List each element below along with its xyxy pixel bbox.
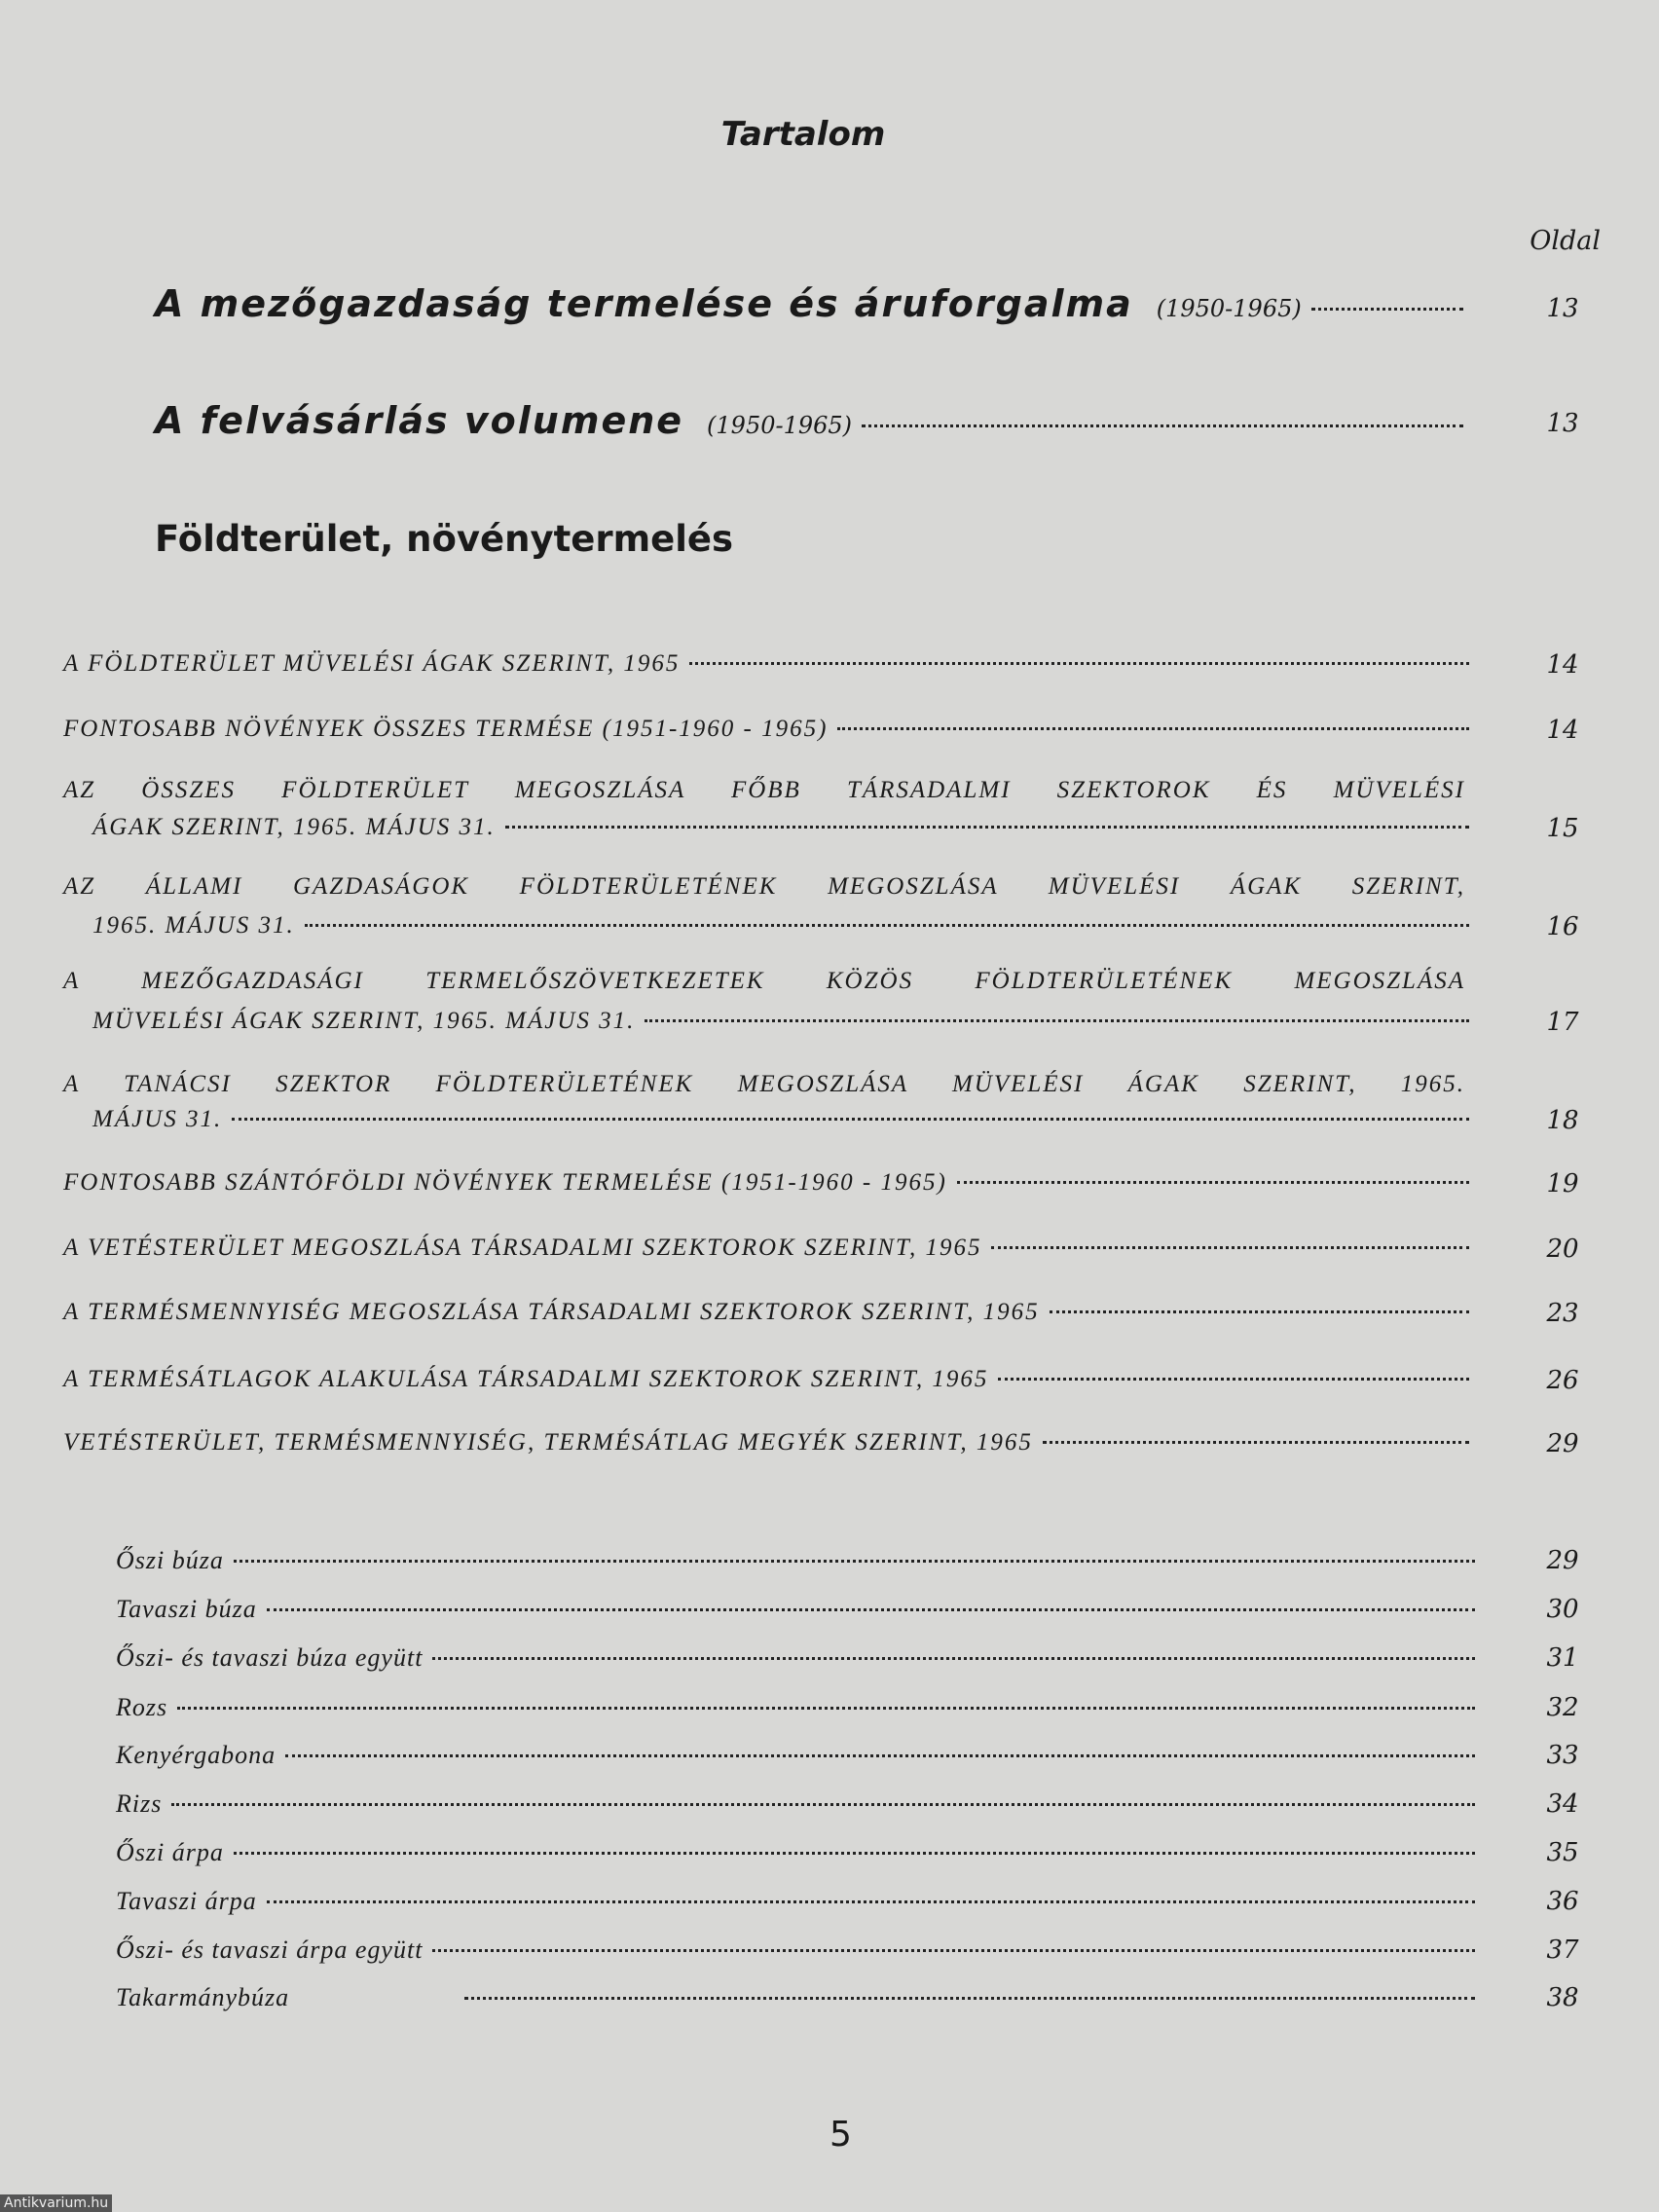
toc-sub-entry bbox=[116, 1643, 1481, 1673]
entry-page: 17 bbox=[1546, 1008, 1579, 1037]
entry-page: 30 bbox=[1546, 1595, 1579, 1624]
entry-page: 32 bbox=[1546, 1693, 1579, 1722]
entry-page: 23 bbox=[1546, 1299, 1579, 1328]
page-number: 5 bbox=[830, 2115, 852, 2155]
entry-label: Rizs bbox=[116, 1789, 163, 1818]
toc-entry bbox=[63, 1366, 1475, 1393]
dot-leader bbox=[432, 1657, 1475, 1660]
entry-label: Tavaszi árpa bbox=[116, 1887, 257, 1915]
entry-page: 29 bbox=[1546, 1546, 1579, 1575]
entry-label-line2: ÁGAK SZERINT, 1965. MÁJUS 31. bbox=[92, 814, 496, 840]
toc-sub-entry bbox=[116, 1693, 1481, 1722]
entry-page: 26 bbox=[1546, 1366, 1579, 1395]
toc-sub-entry bbox=[116, 1936, 1481, 1965]
entry-page: 15 bbox=[1546, 814, 1579, 843]
entry-label: VETÉSTERÜLET, TERMÉSMENNYISÉG, TERMÉSÁTLAG MEGYÉK SZERINT, 1965 bbox=[63, 1429, 1033, 1456]
dot-leader bbox=[505, 826, 1469, 829]
entry-label: A TERMÉSMENNYISÉG MEGOSZLÁSA TÁRSADALMI SZEKTOROK SZERINT, 1965 bbox=[63, 1299, 1040, 1325]
dot-leader bbox=[645, 1019, 1469, 1022]
entry-label-line2: MÁJUS 31. bbox=[92, 1106, 223, 1132]
section-heading: Földterület, növénytermelés bbox=[155, 518, 734, 560]
toc-major-entry bbox=[155, 399, 1469, 442]
entry-page: 13 bbox=[1546, 409, 1579, 438]
entry-label: A mezőgazdaság termelése és áruforgalma bbox=[155, 282, 1133, 325]
dot-leader bbox=[432, 1949, 1475, 1952]
toc-entry bbox=[92, 1106, 1475, 1133]
watermark: Antikvarium.hu bbox=[0, 2194, 112, 2212]
dot-leader bbox=[464, 1997, 1475, 2000]
dot-leader bbox=[862, 424, 1463, 427]
page-column-label: Oldal bbox=[1530, 226, 1601, 256]
entry-label: FONTOSABB NÖVÉNYEK ÖSSZES TERMÉSE (1951-1960 - 1965) bbox=[63, 716, 829, 742]
dot-leader bbox=[1311, 308, 1463, 311]
entry-label: FONTOSABB SZÁNTÓFÖLDI NÖVÉNYEK TERMELÉSE (1951-1960 - 1965) bbox=[63, 1169, 947, 1196]
toc-sub-entry bbox=[116, 1546, 1481, 1575]
dot-leader bbox=[991, 1246, 1469, 1249]
toc-entry bbox=[92, 1008, 1475, 1035]
toc-entry bbox=[92, 912, 1475, 940]
entry-label: A VETÉSTERÜLET MEGOSZLÁSA TÁRSADALMI SZEKTOROK SZERINT, 1965 bbox=[63, 1235, 982, 1261]
entry-label-line2: 1965. MÁJUS 31. bbox=[92, 912, 295, 939]
entry-page: 14 bbox=[1546, 716, 1579, 745]
dot-leader bbox=[1043, 1441, 1469, 1444]
entry-label-line2: MÜVELÉSI ÁGAK SZERINT, 1965. MÁJUS 31. bbox=[92, 1008, 636, 1034]
entry-label-line1: A MEZŐGAZDASÁGI TERMELŐSZÖVETKEZETEK KÖZÖS FÖLDTERÜLETÉNEK MEGOSZLÁSA bbox=[63, 968, 1465, 994]
page-title: Tartalom bbox=[720, 115, 886, 154]
entry-page: 18 bbox=[1546, 1106, 1579, 1135]
toc-entry bbox=[63, 1169, 1475, 1197]
toc-entry bbox=[63, 1429, 1475, 1456]
toc-sub-entry bbox=[116, 1741, 1481, 1770]
dot-leader bbox=[234, 1560, 1475, 1563]
entry-label: Tavaszi búza bbox=[116, 1595, 257, 1623]
entry-label: Őszi árpa bbox=[116, 1838, 224, 1866]
entry-page: 14 bbox=[1546, 650, 1579, 680]
dot-leader bbox=[305, 924, 1469, 927]
dot-leader bbox=[285, 1754, 1475, 1757]
entry-page: 16 bbox=[1546, 912, 1579, 941]
entry-label-line1: AZ ÁLLAMI GAZDASÁGOK FÖLDTERÜLETÉNEK MEGOSZLÁSA MÜVELÉSI ÁGAK SZERINT, bbox=[63, 873, 1465, 900]
entry-page: 37 bbox=[1546, 1936, 1579, 1965]
entry-label-line1: A TANÁCSI SZEKTOR FÖLDTERÜLETÉNEK MEGOSZLÁSA MÜVELÉSI ÁGAK SZERINT, 1965. bbox=[63, 1071, 1465, 1097]
entry-years: (1950-1965) bbox=[1156, 295, 1302, 322]
toc-entry bbox=[63, 1235, 1475, 1262]
entry-page: 35 bbox=[1546, 1838, 1579, 1867]
entry-label-line1: AZ ÖSSZES FÖLDTERÜLET MEGOSZLÁSA FŐBB TÁRSADALMI SZEKTOROK ÉS MÜVELÉSI bbox=[63, 777, 1465, 803]
dot-leader bbox=[234, 1852, 1475, 1855]
entry-page: 36 bbox=[1546, 1887, 1579, 1916]
toc-sub-entry bbox=[116, 1595, 1481, 1624]
toc-major-entry bbox=[155, 282, 1469, 325]
toc-entry bbox=[63, 1299, 1475, 1326]
toc-entry bbox=[63, 716, 1475, 743]
entry-page: 33 bbox=[1546, 1741, 1579, 1770]
entry-label: Rozs bbox=[116, 1693, 168, 1721]
entry-page: 19 bbox=[1546, 1169, 1579, 1198]
toc-sub-entry bbox=[116, 1887, 1481, 1916]
dot-leader bbox=[837, 727, 1469, 730]
entry-years: (1950-1965) bbox=[707, 412, 853, 439]
toc-entry bbox=[63, 650, 1475, 678]
toc-sub-entry bbox=[116, 1983, 1481, 2012]
entry-label: A TERMÉSÁTLAGOK ALAKULÁSA TÁRSADALMI SZEKTOROK SZERINT, 1965 bbox=[63, 1366, 989, 1392]
dot-leader bbox=[689, 662, 1469, 665]
toc-entry bbox=[92, 814, 1475, 841]
entry-page: 38 bbox=[1546, 1983, 1579, 2012]
dot-leader bbox=[267, 1608, 1475, 1611]
entry-label: A felvásárlás volumene bbox=[155, 399, 684, 442]
dot-leader bbox=[957, 1181, 1469, 1184]
entry-label: Őszi- és tavaszi búza együtt bbox=[116, 1643, 424, 1672]
toc-sub-entry bbox=[116, 1789, 1481, 1819]
toc-sub-entry bbox=[116, 1838, 1481, 1867]
entry-page: 13 bbox=[1546, 294, 1579, 323]
entry-label: Őszi búza bbox=[116, 1546, 224, 1574]
entry-page: 20 bbox=[1546, 1235, 1579, 1264]
dot-leader bbox=[171, 1803, 1475, 1806]
entry-label: Takarmánybúza bbox=[116, 1983, 290, 2011]
entry-page: 29 bbox=[1546, 1429, 1579, 1458]
entry-label: Kenyérgabona bbox=[116, 1741, 276, 1769]
dot-leader bbox=[177, 1707, 1475, 1710]
dot-leader bbox=[1050, 1310, 1469, 1313]
entry-page: 31 bbox=[1546, 1643, 1579, 1673]
entry-page: 34 bbox=[1546, 1789, 1579, 1819]
dot-leader bbox=[232, 1118, 1469, 1121]
dot-leader bbox=[998, 1378, 1469, 1381]
entry-label: A FÖLDTERÜLET MÜVELÉSI ÁGAK SZERINT, 1965 bbox=[63, 650, 681, 677]
dot-leader bbox=[267, 1900, 1475, 1903]
entry-label: Őszi- és tavaszi árpa együtt bbox=[116, 1936, 424, 1964]
